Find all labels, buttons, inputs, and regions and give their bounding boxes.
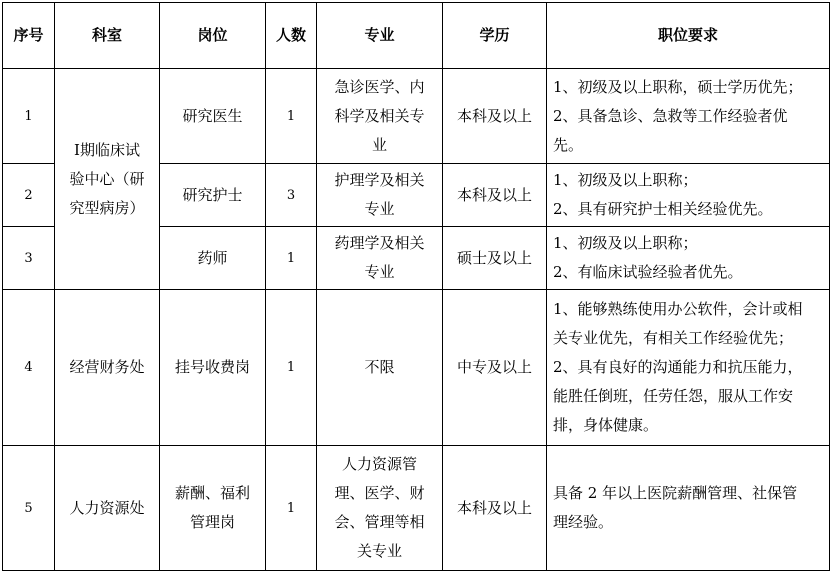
header-post: 岗位: [160, 3, 266, 69]
table-row: [3, 446, 830, 571]
cell-post: 研究护士: [160, 164, 266, 227]
cell-major-line: 急诊医学、内: [334, 77, 425, 96]
cell-major-line: 药理学及相关: [334, 234, 425, 252]
req-line: 排，身体健康。: [553, 416, 659, 434]
cell-major-line: 会、管理等相: [334, 513, 425, 531]
req-line: 1、初级及以上职称，硕士学历优先；: [553, 77, 803, 96]
cell-major-line: 护理学及相关: [334, 171, 425, 189]
cell-no: 4: [3, 290, 55, 446]
req-line: 能胜任倒班，任劳任怨，服从工作安: [553, 387, 794, 405]
cell-post-line: 管理岗: [189, 513, 235, 531]
cell-major: [317, 164, 443, 227]
cell-edu: 硕士及以上: [443, 227, 547, 290]
cell-requirements: [547, 164, 830, 227]
cell-no: 2: [3, 164, 55, 227]
req-line: 1、初级及以上职称；: [553, 234, 698, 252]
cell-post-line: 挂号收费岗: [174, 358, 250, 376]
req-line: 理经验。: [553, 513, 614, 531]
req-line: 2、有临床试验经验者优先。: [553, 263, 743, 281]
table-row: [3, 69, 830, 164]
cell-major: [317, 446, 443, 571]
cell-post: [160, 446, 266, 571]
cell-major: [317, 290, 443, 446]
header-edu: 学历: [443, 3, 547, 69]
cell-major-line: 专业: [364, 200, 395, 218]
cell-dept-line: Ⅰ期临床试: [74, 140, 140, 159]
req-line: 1、初级及以上职称；: [553, 171, 698, 189]
header-major: 专业: [317, 3, 443, 69]
cell-no: 5: [3, 446, 55, 571]
cell-dept: [55, 290, 160, 446]
cell-dept-line: 经营财务处: [69, 358, 145, 376]
cell-major-line: 科学及相关专: [334, 106, 425, 125]
header-row: [3, 3, 830, 69]
cell-edu: 本科及以上: [443, 69, 547, 164]
req-line: 1、能够熟练使用办公软件，会计或相: [553, 300, 803, 318]
cell-major-line: 理、医学、财: [334, 484, 425, 502]
cell-major-line: 不限: [364, 358, 395, 376]
header-no: 序号: [3, 3, 55, 69]
req-line: 2、具有研究护士相关经验优先。: [553, 200, 773, 218]
cell-post-line: 薪酬、福利: [174, 484, 250, 502]
cell-edu: 中专及以上: [443, 290, 547, 446]
cell-major-line: 人力资源管: [341, 455, 417, 473]
cell-major-line: 业: [371, 135, 387, 154]
recruitment-table: [2, 2, 830, 571]
cell-count: 1: [266, 227, 317, 290]
cell-requirements: [547, 446, 830, 571]
cell-edu: 本科及以上: [443, 164, 547, 227]
cell-no: 3: [3, 227, 55, 290]
cell-count: 1: [266, 446, 317, 571]
cell-major-line: 专业: [364, 263, 395, 281]
cell-major: [317, 69, 443, 164]
cell-requirements: [547, 69, 830, 164]
header-requirements: 职位要求: [547, 3, 830, 69]
cell-edu: 本科及以上: [443, 446, 547, 571]
req-line: 关专业优先，有相关工作经验优先；: [553, 329, 794, 347]
cell-requirements: [547, 290, 830, 446]
cell-major-line: 关专业: [356, 542, 402, 560]
cell-count: 1: [266, 290, 317, 446]
header-count: 人数: [266, 3, 317, 69]
cell-requirements: [547, 227, 830, 290]
cell-count: 3: [266, 164, 317, 227]
cell-dept-line: 人力资源处: [69, 498, 145, 517]
cell-no: 1: [3, 69, 55, 164]
req-line: 2、具备急诊、急救等工作经验者优: [553, 106, 788, 125]
cell-major: [317, 227, 443, 290]
cell-count: 1: [266, 69, 317, 164]
req-line: 先。: [553, 135, 584, 154]
cell-post: 研究医生: [160, 69, 266, 164]
cell-dept-line: 验中心（研: [69, 169, 145, 188]
cell-post: [160, 290, 266, 446]
req-line: 具备 2 年以上医院薪酬管理、社保管: [553, 484, 798, 502]
cell-dept: [55, 446, 160, 571]
cell-dept-line: 究型病房）: [69, 198, 145, 217]
cell-post: 药师: [160, 227, 266, 290]
table-row: [3, 290, 830, 446]
header-dept: 科室: [55, 3, 160, 69]
cell-dept: [55, 69, 160, 290]
req-line: 2、具有良好的沟通能力和抗压能力，: [553, 358, 803, 376]
